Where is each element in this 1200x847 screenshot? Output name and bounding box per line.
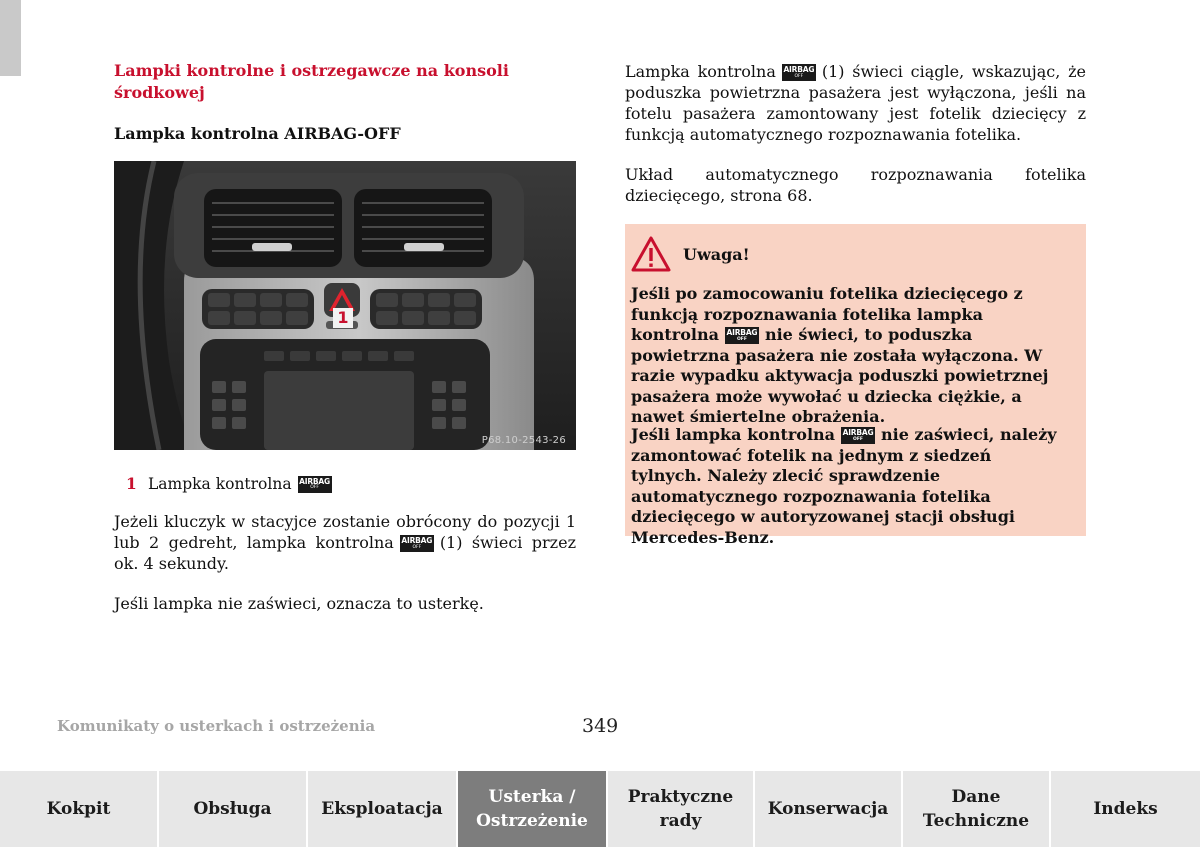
corner-tab <box>0 0 21 76</box>
airbag-off-icon: AIRBAG OFF <box>841 427 875 444</box>
airbag-off-icon: AIRBAG OFF <box>400 535 434 552</box>
legend-item <box>126 474 576 494</box>
legend-label: Lampka kontrolna <box>148 475 292 493</box>
left-paragraph-1: Jeżeli kluczyk w stacyjce zostanie obrócony do pozycji 1 lub 2 gedreht, lampka kontrolna AIRBAG OFF (1) świeci przez ok. 4 sekundy. <box>114 512 576 573</box>
nav-indeks[interactable]: Indeks <box>1051 771 1200 847</box>
nav-eksploatacja[interactable]: Eksploatacja <box>308 771 458 847</box>
warning-header <box>631 236 750 272</box>
right-column <box>625 61 1086 206</box>
warning-triangle-icon <box>631 236 671 272</box>
callout-1: 1 <box>333 308 353 328</box>
subsection-heading: Lampka kontrolna AIRBAG-OFF <box>114 124 401 143</box>
nav-usterka-ostrzezenie[interactable]: Usterka / Ostrzeżenie <box>458 771 608 847</box>
warning-box <box>625 224 1086 547</box>
nav-praktyczne-rady[interactable]: Praktyczne rady <box>608 771 755 847</box>
footer-section-title: Komunikaty o usterkach i ostrzeżenia <box>57 717 376 735</box>
nav-konserwacja[interactable]: Konserwacja <box>755 771 903 847</box>
page-number: 349 <box>582 715 619 737</box>
left-paragraph-2: Jeśli lampka nie zaświeci, oznacza to usterkę. <box>114 594 484 613</box>
console-illustration <box>114 161 576 450</box>
nav-kokpit[interactable]: Kokpit <box>0 771 159 847</box>
warning-paragraph-1: Jeśli po zamocowaniu fotelika dziecięcego z funkcją rozpoznawania fotelika lampka kontrolna AIRBAG OFF nie świeci, to poduszka powietrzna pasażera nie została wyłączona. W razie wypadku aktywacja poduszki powietrznej pasażera może wywołać u dziecka ciężkie, a nawet śmiertelne obrażenia. <box>631 284 1049 426</box>
airbag-off-icon: AIRBAG OFF <box>298 476 332 493</box>
warning-paragraph-2: Jeśli lampka kontrolna AIRBAG OFF nie zaświeci, należy zamontować fotelik na jednym z siedzeń tylnych. Należy zlecić sprawdzenie automatycznego rozpoznawania fotelika dziecięcego w autoryzowanej stacji obsługi Mercedes-Benz. <box>631 425 1057 547</box>
airbag-off-icon: AIRBAG OFF <box>782 64 816 81</box>
right-paragraph-1: Lampka kontrolna AIRBAG OFF (1) świeci ciągle, wskazując, że poduszka powietrzna pasażera jest wyłączona, jeśli na fotelu pasażera zamontowany jest fotelik dziecięcy z funkcją automatycznego rozpoznawania fotelika. <box>625 62 1086 144</box>
right-paragraph-2: Układ automatycznego rozpoznawania fotelika dziecięcego, strona 68. <box>625 165 1086 205</box>
nav-dane-techniczne[interactable]: Dane Techniczne <box>903 771 1051 847</box>
airbag-off-icon: AIRBAG OFF <box>725 327 759 344</box>
photo-code: P68.10-2543-26 <box>481 435 566 446</box>
left-column <box>114 60 576 614</box>
section-heading: Lampki kontrolne i ostrzegawcze na konsoli środkowej <box>114 61 509 102</box>
console-photo <box>114 161 576 450</box>
legend-number: 1 <box>126 474 137 493</box>
nav-obsluga[interactable]: Obsługa <box>159 771 308 847</box>
chapter-navigation <box>0 771 1200 847</box>
warning-title: Uwaga! <box>683 244 750 264</box>
